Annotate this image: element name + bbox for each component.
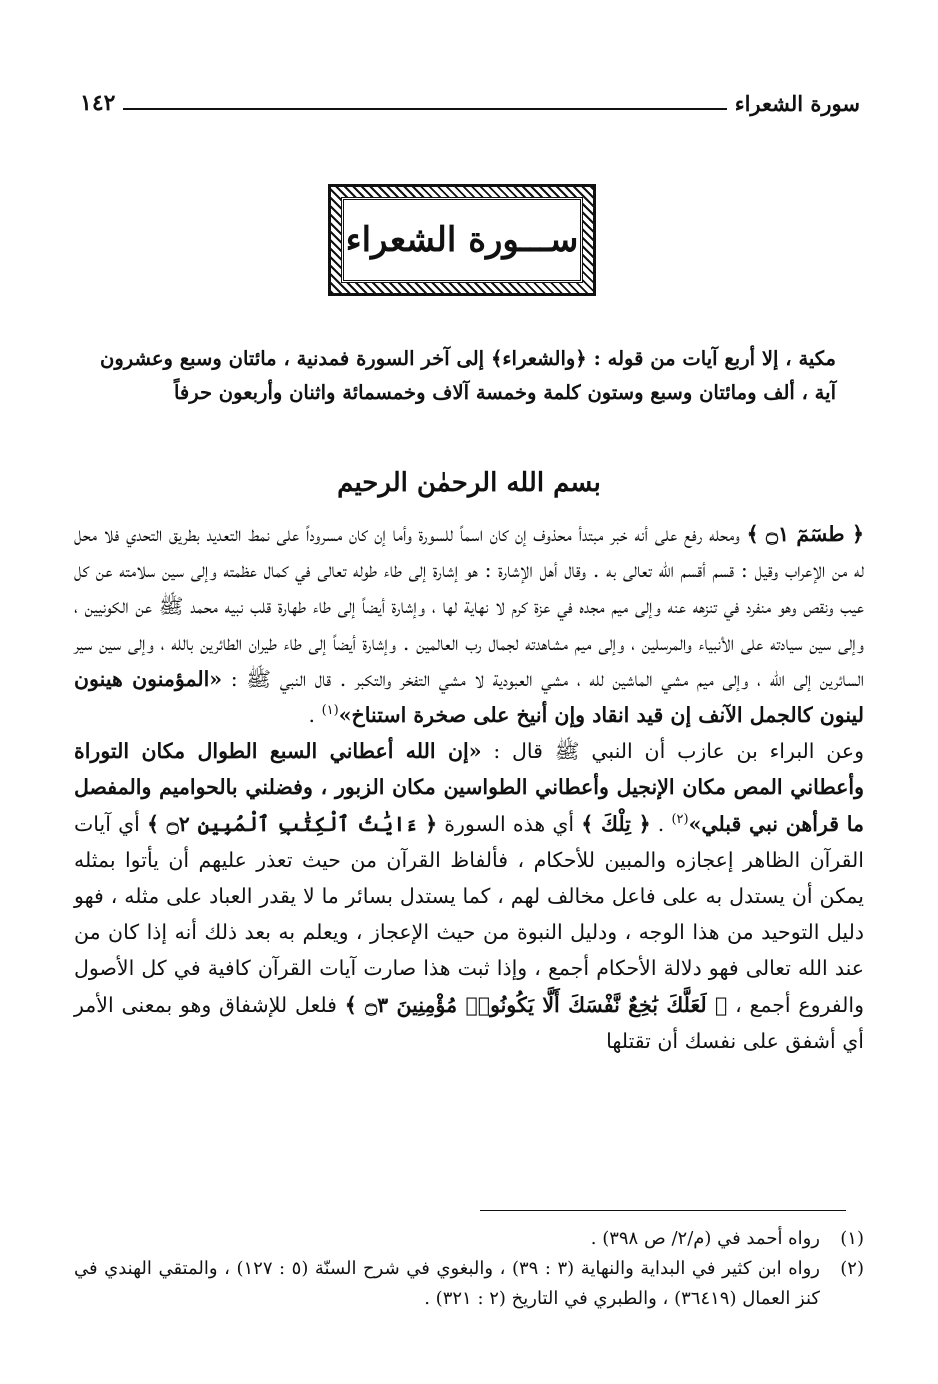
commentary-text: أي آيات القرآن الظاهر إعجازه والمبين للأحكام ، فألفاظ القرآن من حيث تعذر عليهم أن يأتوا بمثله يمكن أن يستدل به على فاعل مخالف لهم ، كما يستدل بسائر ما لا يقدر العباد على مثله ، فهو دليل التوحيد من هذا الوجه ، ودليل النبوة من حيث الإعجاز ، ويعلم به بعد ذلك أنه إذا كان من عند الله تعالى فهو دلالة الأحكام أجمع ، وإذا ثبت هذا صارت آيات القرآن كافية في كل الأصول والفروع أجمع ، bbox=[74, 811, 864, 1017]
commentary-text: ومحله رفع على أنه خبر مبتدأ محذوف إن كان اسماً للسورة وأما إن كان مسروداً على نمط التعديد بطريق التحدي فلا محل له من الإعراب وقيل : قسم أقسم الله تعالى به . وقال أهل الإشارة : هو إشارة إلى طاء طوله تعالى في كمال عظمته وإلى سين سلامته عن كل عيب ونقص وهو منفرد في تنزهه عنه وإلى ميم مجده في عزة كرم لا نهاية لها ، وإشارة أيضاً إلى طاء طهارة قلب نبيه محمد ﷺ عن الكونيين ، وإلى سين سيادته على الأنبياء والمرسلين ، وإلى ميم مشاهدته لجمال رب العالمين . وإشارة أيضاً إلى طاء طيران الطائرين بالله ، وإلى سين سير السائرين إلى الله ، وإلى ميم مشي الماشين لله ، مشي العبودية لا مشي التفخر والتكبر . قال النبي ﷺ : bbox=[74, 522, 864, 691]
hadith-quote-1: «المؤمنون هينون لينون كالجمل الآنف إن قيد انقاد وإن أنيخ على صخرة استناخ» bbox=[74, 666, 864, 728]
page-number: ١٤٢ bbox=[80, 90, 116, 116]
title-frame-inner bbox=[341, 197, 583, 283]
surah-introduction: مكية ، إلا أربع آيات من قوله : ﴿والشعراء﴾ إلى آخر السورة فمدنية ، مائتان وسبع وعشرون آية ، ألف ومائتان وسبع وستون كلمة وخمسة آلاف وخمسمائة واثنان وأربعون حرفاً bbox=[100, 347, 836, 404]
quran-verse-1: ﴿ طسٓمٓ ۝١ ﴾ bbox=[746, 522, 864, 546]
commentary-text: . bbox=[308, 703, 322, 728]
footnotes bbox=[74, 1224, 864, 1314]
quran-verse-4: ﴿ لَعَلَّكَ بَٰخِعٌ نَّفْسَكَ أَلَّا يَكُونُوا۟ مُؤْمِنِينَ ۝٣ ﴾ bbox=[344, 992, 728, 1017]
header-surah-name: سورة الشعراء bbox=[734, 91, 860, 116]
footnote-separator bbox=[480, 1210, 846, 1211]
commentary-text: فلعل للإشفاق وهو بمعنى الأمر أي أشفق على نفسك أن تقتلها bbox=[74, 992, 864, 1053]
footnote-2 bbox=[74, 1254, 864, 1314]
hadith-quote-2: «إن الله أعطاني السبع الطوال مكان التوراة وأعطاني المص مكان الإنجيل وأعطاني الطواسين مكان الزبور ، وفضلني بالحواميم والمفصل ما قرأهن نبي قبلي» bbox=[74, 739, 864, 836]
commentary-text: . bbox=[650, 811, 672, 836]
commentary-text: أي هذه السورة bbox=[437, 811, 582, 836]
footnote-mark: (١) bbox=[840, 1228, 864, 1249]
footnote-ref-1: (١) bbox=[321, 703, 339, 719]
quran-verse-3: ﴿ ءَايَٰتُ ٱلْكِتَٰبِ ٱلْمُبِينِ ۝٢ ﴾ bbox=[147, 811, 438, 836]
basmala: بسم الله الرحمٰن الرحيم bbox=[337, 468, 601, 498]
running-header bbox=[80, 88, 860, 122]
commentary-paragraph-2 bbox=[74, 733, 864, 1059]
commentary-body bbox=[74, 516, 864, 1059]
commentary-text: وعن البراء بن عازب أن النبي ﷺ قال : bbox=[481, 739, 864, 764]
footnote-ref-2: (٢) bbox=[671, 811, 689, 827]
footnote-text: رواه أحمد في (م/٢/ ص ٣٩٨) . bbox=[590, 1228, 820, 1249]
footnote-text: رواه ابن كثير في البداية والنهاية (٣ : ٣٩) ، والبغوي في شرح السنّة (٥ : ١٢٧) ، والمتقي الهندي في كنز العمال (٣٦٤١٩) ، والطبري في التاريخ (٢ : ٣٢١) . bbox=[74, 1258, 821, 1309]
surah-title: ســـورة الشعراء bbox=[345, 220, 579, 260]
header-rule bbox=[123, 108, 726, 110]
quran-verse-2: ﴿ تِلْكَ ﴾ bbox=[581, 811, 651, 836]
footnote-mark: (٢) bbox=[840, 1258, 864, 1279]
ornamental-title-frame bbox=[328, 184, 596, 296]
commentary-paragraph-1 bbox=[74, 516, 864, 733]
footnote-1 bbox=[74, 1224, 864, 1254]
